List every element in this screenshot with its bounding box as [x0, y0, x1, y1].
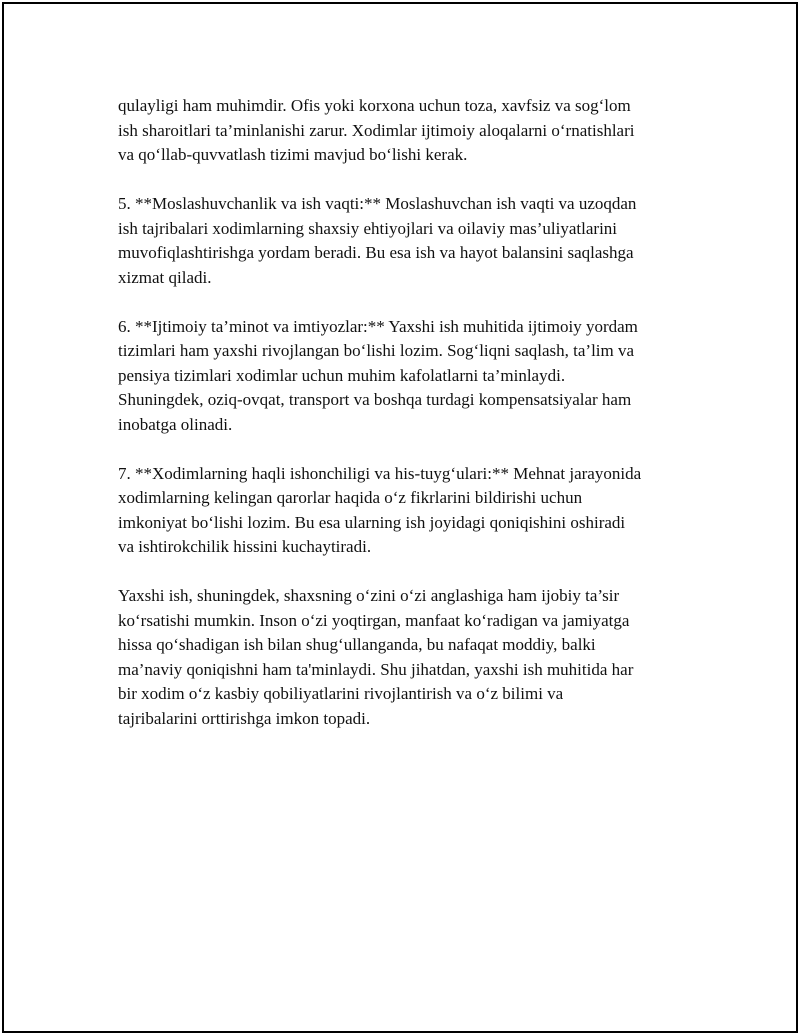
text-line: xizmat qiladi. — [118, 267, 212, 287]
text-line: qulayligi ham muhimdir. Ofis yoki korxona uchun toza, xavfsiz va sog‘lom — [118, 96, 631, 115]
text-line: inobatga olinadi. — [118, 414, 233, 434]
text-line: ko‘rsatishi mumkin. Inson o‘zi yoqtirgan, manfaat ko‘radigan va jamiyatga — [118, 610, 630, 630]
text-line: Shuningdek, oziq-ovqat, transport va boshqa turdagi kompensatsiyalar ham — [118, 390, 632, 409]
text-line: bir xodim o‘z kasbiy qobiliyatlarini rivojlantirish va o‘z bilimi va — [118, 684, 564, 703]
text-line: 5. **Moslashuvchanlik va ish vaqti:** Moslashuvchan ish vaqti va uzoqdan — [118, 194, 637, 213]
paragraph-flexibility — [118, 192, 688, 290]
paragraph-conclusion — [118, 584, 688, 731]
paragraph-work-conditions — [118, 94, 688, 168]
text-line: 7. **Xodimlarning haqli ishonchiligi va his-tuyg‘ulari:** Mehnat jarayonida — [118, 463, 642, 483]
text-line: muvofiqlashtirishga yordam beradi. Bu esa ish va hayot balansini saqlashga — [118, 243, 634, 262]
text-line: va ishtirokchilik hissini kuchaytiradi. — [118, 537, 372, 556]
text-line: ish sharoitlari ta’minlanishi zarur. Xodimlar ijtimoiy aloqalarni o‘rnatishlari — [118, 120, 635, 140]
text-line: tizimlari ham yaxshi rivojlangan bo‘lishi lozim. Sog‘liqni saqlash, ta’lim va — [118, 341, 635, 360]
text-line: ish tajribalari xodimlarning shaxsiy ehtiyojlari va oilaviy mas’uliyatlarini — [118, 218, 618, 238]
paragraph-social-security — [118, 315, 688, 438]
text-line: ma’naviy qoniqishni ham ta'minlaydi. Shu jihatdan, yaxshi ish muhitida har — [118, 659, 634, 679]
text-line: 6. **Ijtimoiy ta’minot va imtiyozlar:** Yaxshi ish muhitida ijtimoiy yordam — [118, 316, 638, 336]
text-line: tajribalarini orttirishga imkon topadi. — [118, 708, 371, 728]
text-line: pensiya tizimlari xodimlar uchun muhim kafolatlarni ta’minlaydi. — [118, 365, 566, 385]
text-line: hissa qo‘shadigan ish bilan shug‘ullanganda, bu nafaqat moddiy, balki — [118, 635, 596, 654]
text-line: imkoniyat bo‘lishi lozim. Bu esa ularning ish joyidagi qoniqishini oshiradi — [118, 512, 626, 532]
text-line: Yaxshi ish, shuningdek, shaxsning o‘zini o‘zi anglashiga ham ijobiy ta’sir — [118, 586, 620, 605]
paragraph-employee-trust — [118, 462, 688, 560]
document-body — [118, 94, 688, 756]
text-line: va qo‘llab-quvvatlash tizimi mavjud bo‘lishi kerak. — [118, 145, 468, 164]
text-line: xodimlarning kelingan qarorlar haqida o‘z fikrlarini bildirishi uchun — [118, 488, 583, 507]
